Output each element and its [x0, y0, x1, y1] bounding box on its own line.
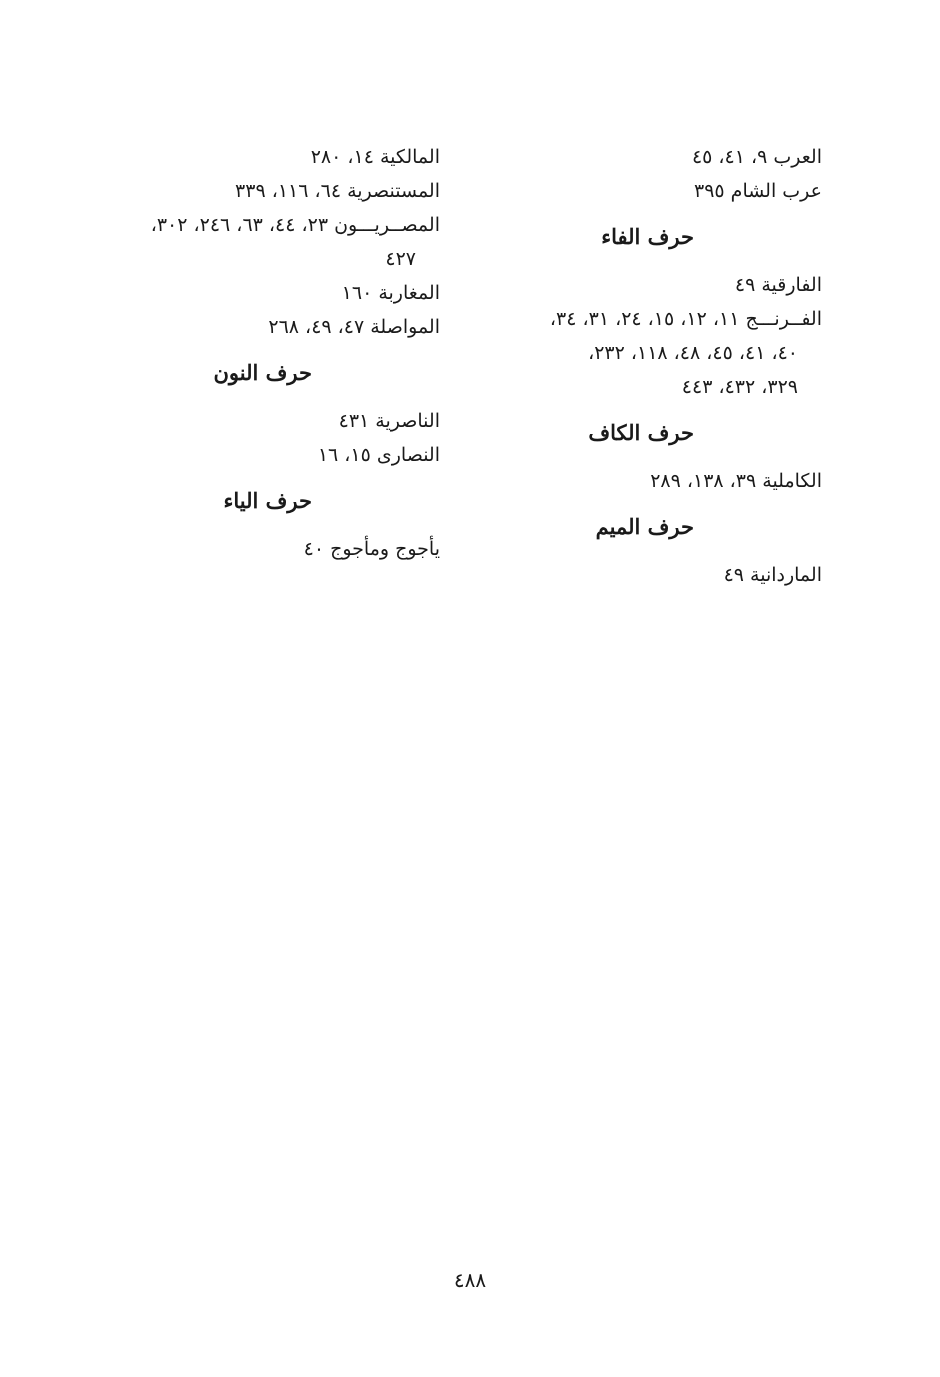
section-heading-ya: حرف الياء [223, 488, 312, 513]
index-entry: النصارى ١٥، ١٦ [317, 444, 440, 466]
index-entry: العرب ٩، ٤١، ٤٥ [691, 146, 822, 168]
page-number: ٤٨٨ [453, 1268, 487, 1292]
index-entry: الماردانية ٤٩ [723, 564, 822, 586]
index-entry: المالكية ١٤، ٢٨٠ [310, 146, 440, 168]
index-entry: الفارقية ٤٩ [734, 274, 822, 296]
index-entry: الناصرية ٤٣١ [338, 410, 440, 432]
index-entry: المستنصرية ٦٤، ١١٦، ٣٣٩ [235, 180, 440, 202]
index-column-right [462, 140, 822, 592]
section-heading-fa: حرف الفاء [601, 224, 694, 249]
index-entry: المواصلة ٤٧، ٤٩، ٢٦٨ [268, 316, 440, 338]
index-column-left [20, 140, 440, 566]
index-entry-multiline [462, 302, 822, 404]
index-entry-continuation: ٣٢٩، ٤٣٢، ٤٤٣ [681, 376, 798, 398]
index-entry-continuation: ٤٢٧ [385, 248, 416, 270]
section-heading-nun: حرف النون [213, 360, 312, 385]
index-entry: يأجوج ومأجوج ٤٠ [303, 538, 440, 560]
index-entry: الكاملية ٣٩، ١٣٨، ٢٨٩ [650, 470, 822, 492]
index-entry-multiline [20, 208, 440, 276]
index-entry-text: الفــرنـــج ١١، ١٢، ١٥، ٢٤، ٣١، ٣٤، [549, 308, 822, 330]
index-entry: عرب الشام ٣٩٥ [694, 180, 822, 202]
index-entry-text: المصــريـــون ٢٣، ٤٤، ٦٣، ٢٤٦، ٣٠٢، [150, 214, 440, 236]
section-heading-kaf: حرف الكاف [588, 420, 694, 445]
index-entry: المغاربة ١٦٠ [341, 282, 440, 304]
section-heading-mim: حرف الميم [595, 514, 694, 539]
index-entry-continuation: ٤٠، ٤١، ٤٥، ٤٨، ١١٨، ٢٣٢، [588, 342, 798, 364]
